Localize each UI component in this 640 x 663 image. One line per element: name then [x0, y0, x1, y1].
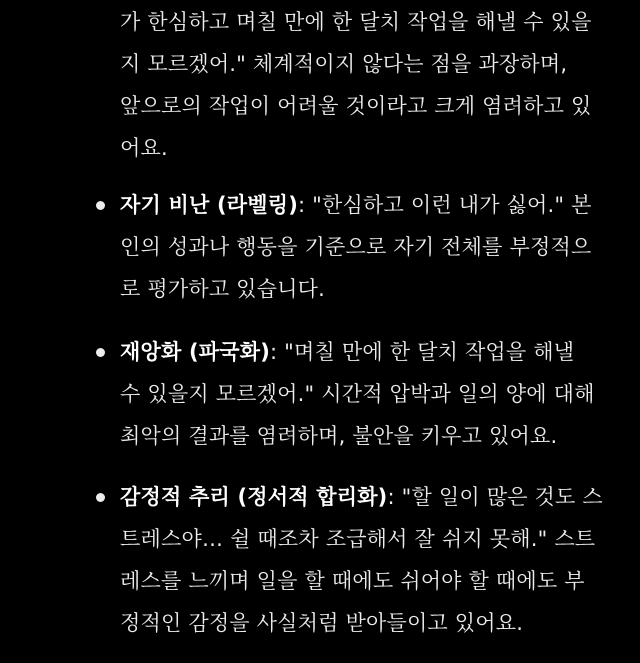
- intro-line: 지 모르겠어." 체계적이지 않다는 점을 과장하며,: [120, 52, 568, 76]
- item-line: [120, 331, 610, 373]
- item-line: 인의 성과나 행동을 기준으로 자기 전체를 부정적으: [120, 235, 592, 259]
- bullet-icon: [96, 348, 105, 357]
- item-text: : "할 일이 많은 것도 스: [387, 485, 603, 509]
- bullet-icon: [96, 201, 105, 210]
- item-line: 최악의 결과를 염려하며, 불안을 키우고 있어요.: [120, 424, 558, 448]
- bullet-icon: [96, 493, 105, 502]
- item-line: 로 평가하고 있습니다.: [120, 277, 325, 301]
- intro-paragraph: [120, 1, 610, 169]
- item-term: 감정적 추리 (정서적 합리화): [120, 485, 388, 509]
- intro-line: 어요.: [120, 136, 168, 160]
- item-line: [120, 184, 610, 226]
- item-line: 트레스야… 쉴 때조차 조급해서 잘 쉬지 못해." 스트: [120, 527, 596, 551]
- list-item-catastrophizing: [120, 331, 610, 457]
- item-term: 자기 비난 (라벨링): [120, 193, 299, 217]
- item-line: [120, 476, 610, 518]
- item-line: 수 있을지 모르겠어." 시간적 압박과 일의 양에 대해: [120, 382, 595, 406]
- list-item-self-blame: [120, 184, 610, 310]
- item-line: 레스를 느끼며 일을 할 때에도 쉬어야 할 때에도 부: [120, 569, 585, 593]
- item-line: 정적인 감정을 사실처럼 받아들이고 있어요.: [120, 611, 524, 635]
- intro-line: 가 한심하고 며칠 만에 한 달치 작업을 해낼 수 있을: [120, 10, 592, 34]
- list-item-emotional-reasoning: [120, 476, 610, 644]
- item-term: 재앙화 (파국화): [120, 340, 271, 364]
- intro-line: 앞으로의 작업이 어려울 것이라고 크게 염려하고 있: [120, 94, 592, 118]
- item-text: : "한심하고 이런 내가 싫어." 본: [298, 193, 592, 217]
- item-text: : "며칠 만에 한 달치 작업을 해낼: [270, 340, 575, 364]
